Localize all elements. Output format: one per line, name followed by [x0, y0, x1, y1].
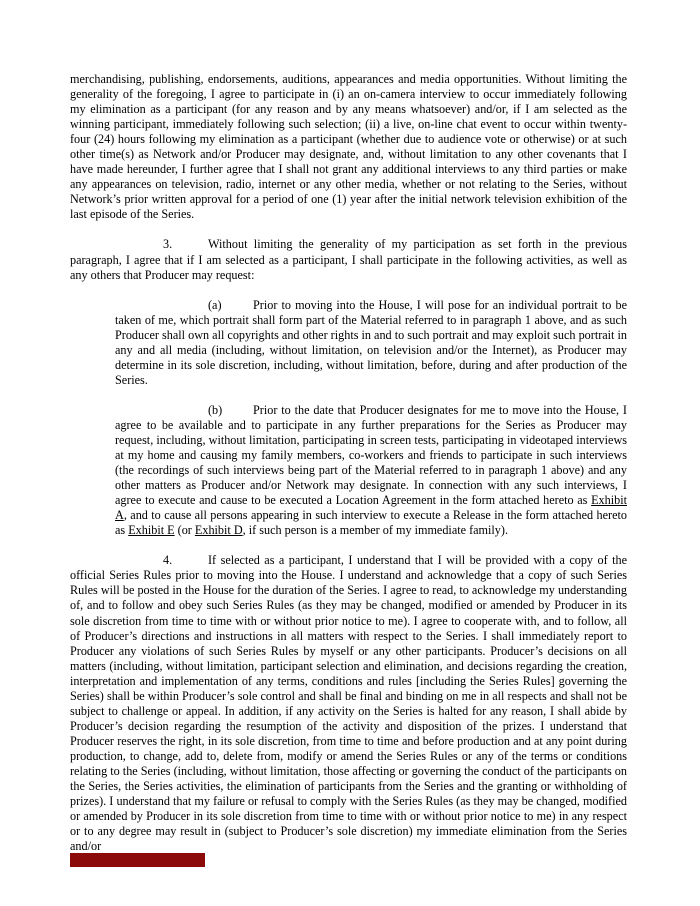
paragraph-3a-label: (a): [208, 297, 222, 312]
paragraph-4-text: If selected as a participant, I understand that I will be provided with a copy of the official Series Rules prior to moving into the House. I understand and acknowledge that a copy of such Series Rules will be posted in the House for the duration of the Series. I agree to read, to acknowledge my understanding of, and to follow and obey such Series Rules (as they may be changed, modified or amended by Producer in its sole discretion from time to time with or without prior notice to me). I agree to cooperate with, and to follow, all of Producer’s directions and instructions in all matters with respect to the Series. I shall immediately report to Producer any violations of such Series Rules by myself or any other participants. Producer’s decisions on all matters (including, without limitation, participant selection and elimination, and decisions regarding the creation, interpretation and implementation of any terms, conditions and rules [including the Series Rules] governing the Series) shall be within Producer’s sole control and shall be final and binding on me in all respects and shall not be subject to challenge or appeal. In addition, if any activity on the Series is halted for any reason, I shall abide by Producer’s decision regarding the resumption of the activity and disposition of the prizes. I understand that Producer reserves the right, in its sole discretion, from time to time and before production and at any point during production, to change, add to, delete from, modify or amend the Series Rules or any of the terms or conditions relating to the Series (including, without limitation, those affecting or governing the conduct of the participants on the Series, the Series activities, the elimination of participants from the Series and the granting or withholding of prizes). I understand that my failure or refusal to comply with the Series Rules (as they may be changed, modified or amended by Producer in its sole discretion from time to time with or without prior notice to me) in any respect or to any degree may result in (subject to Producer’s sole discretion) my immediate elimination from the Series and/or: [70, 553, 627, 854]
paragraph-3: [70, 237, 627, 282]
paragraph-3b-label: (b): [208, 402, 223, 417]
exhibit-e-reference: Exhibit E: [128, 523, 175, 538]
paragraph-4-number: 4.: [163, 553, 173, 568]
paragraph-3b-text-2: , and to cause all persons appearing in such interview to execute a Release in the form attached hereto as: [115, 508, 627, 538]
paragraph-3a: [115, 298, 627, 388]
paragraph-intro-continued: merchandising, publishing, endorsements, auditions, appearances and media opportunities. Without limiting the generality of the foregoing, I agree to participate in (i) an on-camera interview to occur immediately following my elimination as a participant (for any reason and by any means whatsoever) and/or, if I am selected as the winning participant, immediately following such selection; (ii) a live, on-line chat event to occur within twenty-four (24) hours following my elimination as a participant (whether due to audience vote or otherwise) or at such other time(s) as Network and/or Producer may designate, and, without limitation to any other covenants that I have made hereunder, I further agree that I shall not grant any additional interviews to any third parties or make any appearances on television, radio, internet or any other media, whether or not relating to the Series, without Network’s prior written approval for a period of one (1) year after the initial network television exhibition of the last episode of the Series.: [70, 72, 627, 222]
exhibit-d-reference: Exhibit D: [194, 523, 243, 538]
exhibit-a-reference: Exhibit A: [115, 493, 627, 523]
paragraph-3-text: Without limiting the generality of my participation as set forth in the previous paragraph, I agree that if I am selected as a participant, I shall participate in the following activities, as well as any others that Producer may request:: [70, 237, 627, 282]
document-page: [70, 72, 627, 869]
paragraph-3b-text-3: (or: [174, 523, 195, 538]
paragraph-3a-text: Prior to moving into the House, I will pose for an individual portrait to be taken of me, which portrait shall form part of the Material referred to in paragraph 1 above, and as such Producer shall own all copyrights and other rights in and to such portrait and may exploit such portrait in any and all media (including, without limitation, on television and/or the Internet), as Producer may determine in its sole discretion, including, without limitation, before, during and after production of the Series.: [115, 297, 627, 387]
paragraph-3b-text-4: , if such person is a member of my immediate family).: [242, 523, 508, 538]
paragraph-3-number: 3.: [163, 237, 173, 252]
paragraph-4: [70, 553, 627, 854]
footer-accent-bar: [70, 853, 205, 867]
paragraph-3b: [115, 403, 627, 538]
paragraph-3b-text-1: Prior to the date that Producer designates for me to move into the House, I agree to be available and to participate in any further preparations for the Series as Producer may request, including, without limitation, participating in screen tests, participating in videotaped interviews at my home and causing my family members, co-workers and friends to participate in such interviews (the recordings of such interviews being part of the Material referred to in paragraph 1 above) and any other matters as Producer and/or Network may designate. In connection with any such interviews, I agree to execute and cause to be executed a Location Agreement in the form attached hereto as: [115, 402, 627, 508]
